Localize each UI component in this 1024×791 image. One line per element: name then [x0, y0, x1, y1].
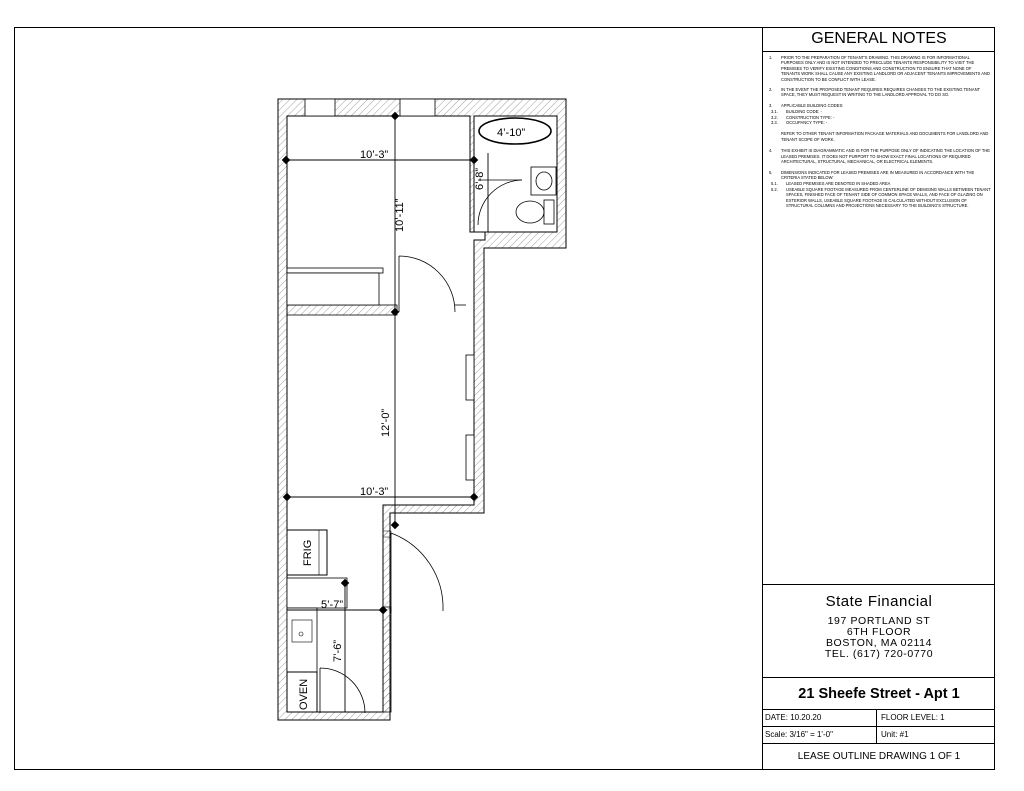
counter — [287, 608, 317, 672]
dim-bath-width: 4’-10” — [497, 127, 526, 139]
company-name: State Financial — [825, 593, 933, 610]
company-address-line: 197 PORTLAND ST — [827, 615, 931, 627]
dim-kitchen-depth: 7’-6” — [332, 639, 344, 662]
criteria-item: 5.1. LEASED PREMISES ARE DENOTED IN SHADED AREA — [771, 181, 891, 187]
ref-text: REFER TO OTHER TENANT INFORMATION PACKAGE MATERIALS AND DOCUMENTS FOR LANDLORD AND TENANT SCOPE OF WORK. — [781, 131, 989, 142]
code-item: 3.2. CONSTRUCTION TYPE: - — [771, 114, 835, 120]
closet — [287, 273, 379, 305]
company-address-line: 6TH FLOOR — [846, 626, 912, 638]
general-notes-title: GENERAL NOTES — [763, 27, 995, 52]
door-swing — [399, 256, 455, 312]
label-oven: OVEN — [298, 678, 310, 710]
dim-bath-depth: 6’-8” — [474, 167, 486, 190]
dim-top-depth: 10’-11” — [394, 198, 406, 232]
general-notes — [769, 55, 991, 208]
window — [466, 435, 474, 480]
note-item: 5. DIMENSIONS INDICATED FOR LEASED PREMISES ARE IN MEASURED IN ACCORDANCE WITH THE CRITERIA STATED BELOW: — [769, 169, 975, 180]
entry-door — [391, 533, 443, 613]
note-item: 1. PRIOR TO THE PREPARATION OF TENANT'S DRAWING. THIS DRAWING IS FOR INFORMATIONAL PURPOSES ONLY AND IS NOT INTENDED TO PRECLUDE TENANTS RESPONSIBILITY TO VISIT THE PREMISES TO VERIFY EXISTING CONDITIONS AND CONSTRUCTION TO ENSURE THAT NONE OF TENANTS WORK SHALL CAUSE ANY EXISTING LANDLORD OR ADJACENT TENANTS IMPROVEMENTS AND CONSTRUCTION TO BE CONFLICT WITH LEASE. — [769, 55, 990, 82]
interior-wall — [287, 268, 383, 273]
company-block — [763, 584, 995, 679]
drawing-label: LEASE OUTLINE DRAWING 1 OF 1 — [763, 743, 995, 770]
info-row — [763, 709, 995, 726]
note-item: 3. APPLICABLE BUILDING CODES: — [769, 102, 844, 108]
code-item: 3.1. BUILDING CODE: - — [771, 109, 822, 115]
note-item: 4. THIS EXHIBIT IS DIAGRAMMATIC AND IS FOR THE PURPOSE ONLY OF INDICATING THE LOCATION OF THE LEASED PREMISES. IT DOES NOT PURPORT TO SHOW EXACT FINAL LOCATIONS OF REQUIRED ARCHITECTURAL, STRUCTURAL, MECHANICAL, OR ELECTRICAL ELEMENTS. — [769, 148, 991, 165]
scale-cell: Scale: 3/16" = 1'-0" — [765, 727, 877, 743]
company-phone: TEL. (617) 720-0770 — [824, 648, 934, 660]
project-title: 21 Sheefe Street - Apt 1 — [763, 677, 995, 709]
note-item: 2. IN THE EVENT THE PROPOSED TENANT REQUIRES REQUIRES CHANGES TO THE EXISTING TENANT SPACE, THEY MUST REQUEST IN WRITING TO THE LANDLORD APPROVAL TO DO SO. — [769, 87, 980, 98]
date-cell: DATE: 10.20.20 — [765, 710, 877, 726]
title-block — [762, 27, 995, 770]
dim-top-width: 10’-3” — [360, 149, 389, 161]
dim-main-depth: 12’-0” — [380, 408, 392, 437]
unit-cell: Unit: #1 — [881, 730, 909, 739]
dim-main-width: 10’-3” — [360, 486, 389, 498]
info-row — [763, 726, 995, 743]
label-frig: FRIG — [302, 539, 314, 566]
interior-wall — [287, 305, 397, 315]
company-address-line: BOSTON, MA 02114 — [825, 637, 933, 649]
kitchen-door — [320, 668, 365, 713]
code-item: 3.3. OCCUPANCY TYPE: - — [771, 120, 828, 126]
window — [400, 99, 435, 116]
floor-level-cell: FLOOR LEVEL: 1 — [881, 713, 945, 722]
window — [466, 355, 474, 400]
window — [305, 99, 335, 116]
criteria-item: 5.2. USEABLE SQUARE FOOTAGE MEASURED FROM CENTERLINE OF DEMISING WALLS BETWEEN TENANT SPACES, FINISHED FACE OF TENANT SIDE OF COMMON SPACE WALLS, AND FACE OF GLAZING ON EXTERIOR WALLS. USEABLE SQUARE FOOTAGE IS CALCULATED WITHOUT EXCLUSION OF STRUCTURAL COLUMNS AND PROJECTIONS NECESSARY TO THE BUILDING'S STRUCTURE. — [771, 186, 991, 208]
dim-kitchen-width: 5’-7” — [321, 599, 344, 611]
